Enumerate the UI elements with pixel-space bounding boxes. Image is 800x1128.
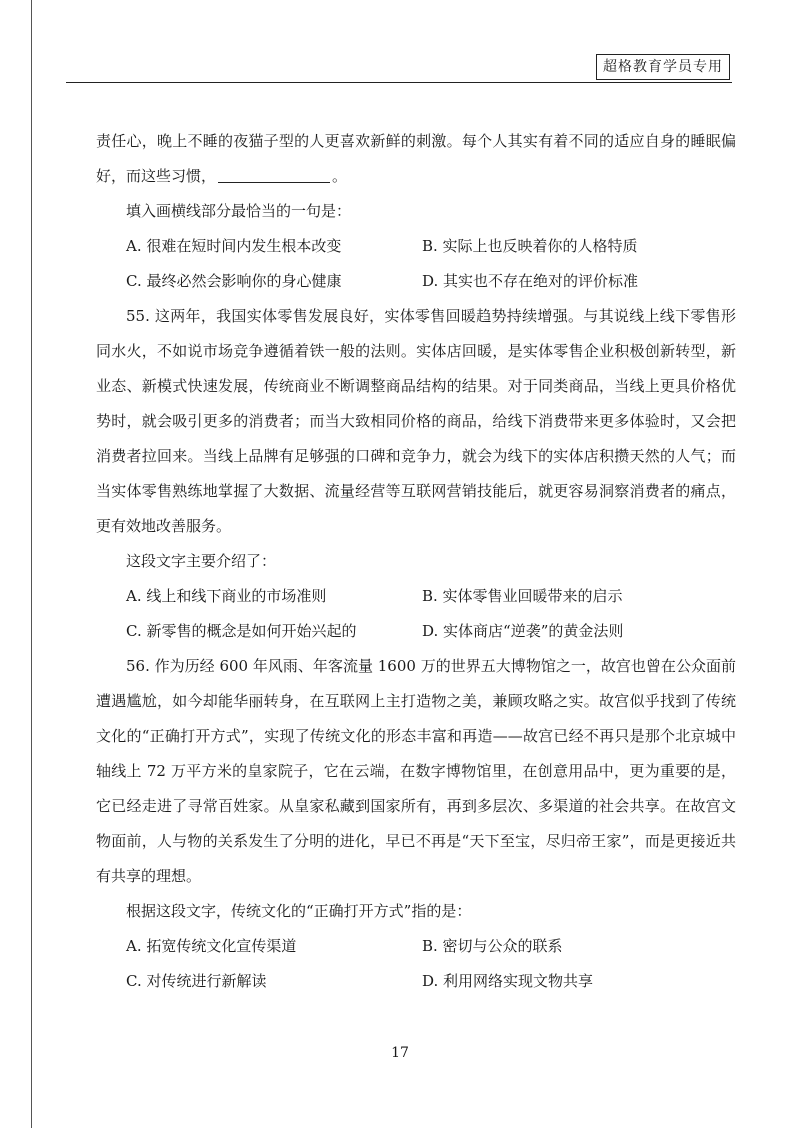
q55-option-c: C. 新零售的概念是如何开始兴起的: [126, 622, 357, 640]
q56-prompt: 根据这段文字，传统文化的“正确打开方式”指的是：: [126, 902, 472, 920]
page-number: 17: [391, 1045, 409, 1061]
q54-options-row-2: [96, 264, 736, 299]
q56-option-c: C. 对传统进行新解读: [126, 972, 267, 990]
q56-option-a: A. 拓宽传统文化宣传渠道: [126, 937, 297, 955]
header-rule: [66, 82, 732, 83]
page-content: [96, 124, 736, 999]
q56-option-b: B. 密切与公众的联系: [422, 937, 563, 955]
q54-prompt: 填入画横线部分最恰当的一句是：: [126, 202, 352, 220]
q55-option-b: B. 实体零售业回暖带来的启示: [422, 587, 623, 605]
binding-line: [31, 0, 32, 1128]
q55-prompt: 这段文字主要介绍了：: [126, 552, 277, 570]
q54-option-d: D. 其实也不存在绝对的评价标准: [422, 272, 639, 290]
q55-option-a: A. 线上和线下商业的市场准则: [126, 587, 327, 605]
q54-option-b: B. 实际上也反映着你的人格特质: [422, 237, 638, 255]
header-label: 超格教育学员专用: [596, 54, 730, 80]
q54-option-c: C. 最终必然会影响你的身心健康: [126, 272, 342, 290]
q55-options-row-2: [96, 614, 736, 649]
q56-options-row-1: [96, 929, 736, 964]
q55-option-d: D. 实体商店“逆袭”的黄金法则: [422, 622, 624, 640]
q54-text-before-blank: 责任心，晚上不睡的夜猫子型的人更喜欢新鲜的刺激。每个人其实有着不同的适应自身的睡眠偏好，而这些习惯，: [96, 132, 736, 185]
q56-stem: 56. 作为历经 600 年风雨、年客流量 1600 万的世界五大博物馆之一，故宫也曾在公众面前遭遇尴尬，如今却能华丽转身，在互联网上主打造物之美，兼顾攻略之实。故宫似乎找到了传统文化的“正确打开方式”，实现了传统文化的形态丰富和再造——故宫已经不再只是那个北京城中轴线上 72 万平方米的皇家院子，它在云端，在数字博物馆里，在创意用品中，更为重要的是，它已经走进了寻常百姓家。从皇家私藏到国家所有，再到多层次、多渠道的社会共享。在故宫文物面前，人与物的关系发生了分明的进化，早已不再是“天下至宝，尽归帝王家”，而是更接近共有共享的理想。: [96, 657, 736, 885]
q56-options-row-2: [96, 964, 736, 999]
q54-options-row-1: [96, 229, 736, 264]
q54-text-after-blank: 。: [332, 167, 348, 185]
q56-option-d: D. 利用网络实现文物共享: [422, 972, 594, 990]
q55-stem: 55. 这两年，我国实体零售发展良好，实体零售回暖趋势持续增强。与其说线上线下零售形同水火，不如说市场竞争遵循着铁一般的法则。实体店回暖，是实体零售企业积极创新转型，新业态、新模式快速发展，传统商业不断调整商品结构的结果。对于同类商品，当线上更具价格优势时，就会吸引更多的消费者；而当大致相同价格的商品，给线下消费带来更多体验时，又会把消费者拉回来。当线上品牌有足够强的口碑和竞争力，就会为线下的实体店积攒天然的人气；而当实体零售熟练地掌握了大数据、流量经营等互联网营销技能后，就更容易洞察消费者的痛点，更有效地改善服务。: [96, 307, 736, 535]
q54-stem-continuation: [96, 124, 736, 194]
q55-options-row-1: [96, 579, 736, 614]
answer-blank: [218, 168, 330, 183]
q54-option-a: A. 很难在短时间内发生根本改变: [126, 237, 342, 255]
